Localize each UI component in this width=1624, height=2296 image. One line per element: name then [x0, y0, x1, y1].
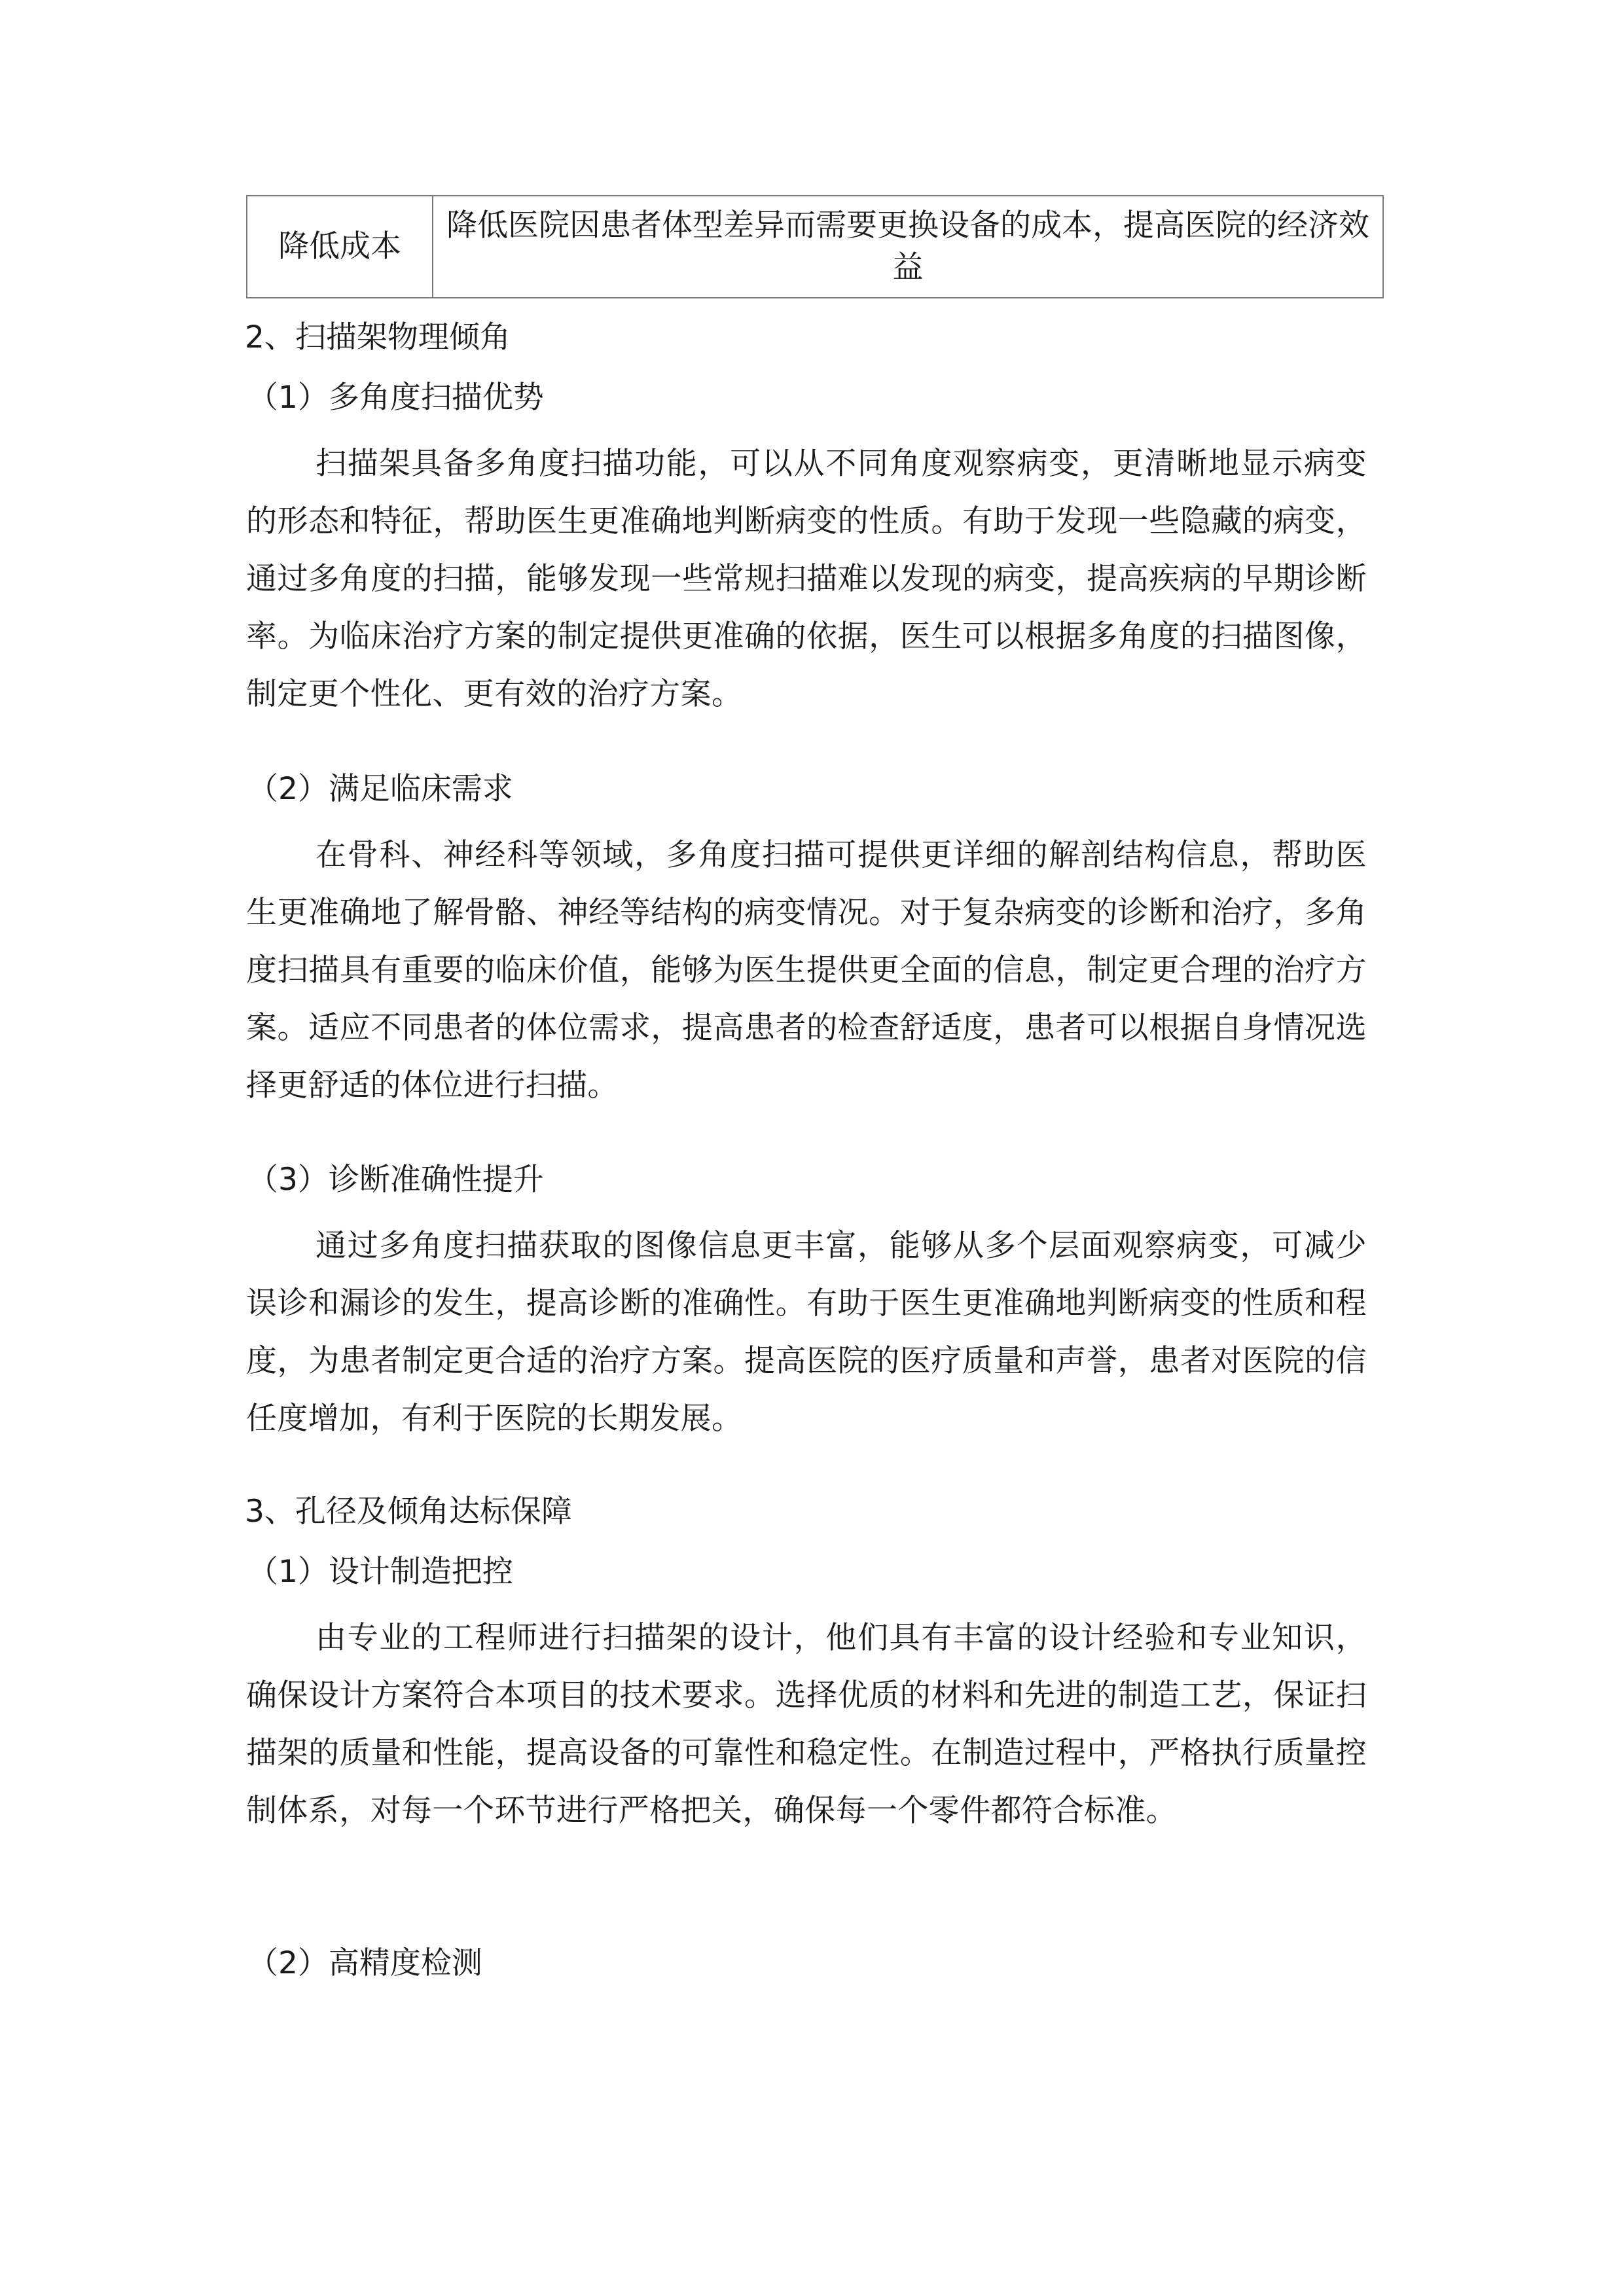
paragraph-multi-angle-advantage: 扫描架具备多角度扫描功能，可以从不同角度观察病变，更清晰地显示病变的形态和特征，帮助医生更准确地判断病变的性质。有助于发现一些隐藏的病变，通过多角度的扫描，能够发现一些常规扫描难以发现的病变，提高疾病的早期诊断率。为临床治疗方案的制定提供更准确的依据，医生可以根据多角度的扫描图像，制定更个性化、更有效的治疗方案。 — [246, 446, 1367, 712]
paragraph-clinical-needs: 在骨科、神经科等领域，多角度扫描可提供更详细的解剖结构信息，帮助医生更准确地了解骨骼、神经等结构的病变情况。对于复杂病变的诊断和治疗，多角度扫描具有重要的临床价值，能够为医生提供更全面的信息，制定更合理的治疗方案。适应不同患者的体位需求，提高患者的检查舒适度，患者可以根据自身情况选择更舒适的体位进行扫描。 — [246, 837, 1367, 1103]
paragraph-design-manufacturing: 由专业的工程师进行扫描架的设计，他们具有丰富的设计经验和专业知识，确保设计方案符合本项目的技术要求。选择优质的材料和先进的制造工艺，保证扫描架的质量和性能，提高设备的可靠性和稳定性。在制造过程中，严格执行质量控制体系，对每一个环节进行严格把关，确保每一个零件都符合标准。 — [246, 1620, 1367, 1829]
section-heading-aperture-assurance: 3、孔径及倾角达标保障 — [245, 1494, 572, 1530]
table-cell-description: 降低医院因患者体型差异而需要更换设备的成本，提高医院的经济效益 — [433, 196, 1383, 298]
paragraph-diagnostic-accuracy: 通过多角度扫描获取的图像信息更丰富，能够从多个层面观察病变，可减少误诊和漏诊的发生，提高诊断的准确性。有助于医生更准确地判断病变的性质和程度，为患者制定更合适的治疗方案。提高医院的医疗质量和声誉，患者对医院的信任度增加，有利于医院的长期发展。 — [246, 1228, 1367, 1437]
subheading-multi-angle-advantage: （1）多角度扫描优势 — [247, 380, 544, 416]
subheading-high-precision-inspection: （2）高精度检测 — [247, 1945, 482, 1981]
subheading-design-manufacturing: （1）设计制造把控 — [247, 1554, 513, 1590]
subheading-diagnostic-accuracy: （3）诊断准确性提升 — [247, 1162, 544, 1198]
table-row — [247, 196, 1383, 298]
section-heading-gantry-tilt: 2、扫描架物理倾角 — [245, 319, 511, 355]
cost-reduction-table — [246, 195, 1384, 298]
subheading-clinical-needs: （2）满足临床需求 — [247, 771, 513, 807]
table-cell-label: 降低成本 — [247, 196, 433, 298]
